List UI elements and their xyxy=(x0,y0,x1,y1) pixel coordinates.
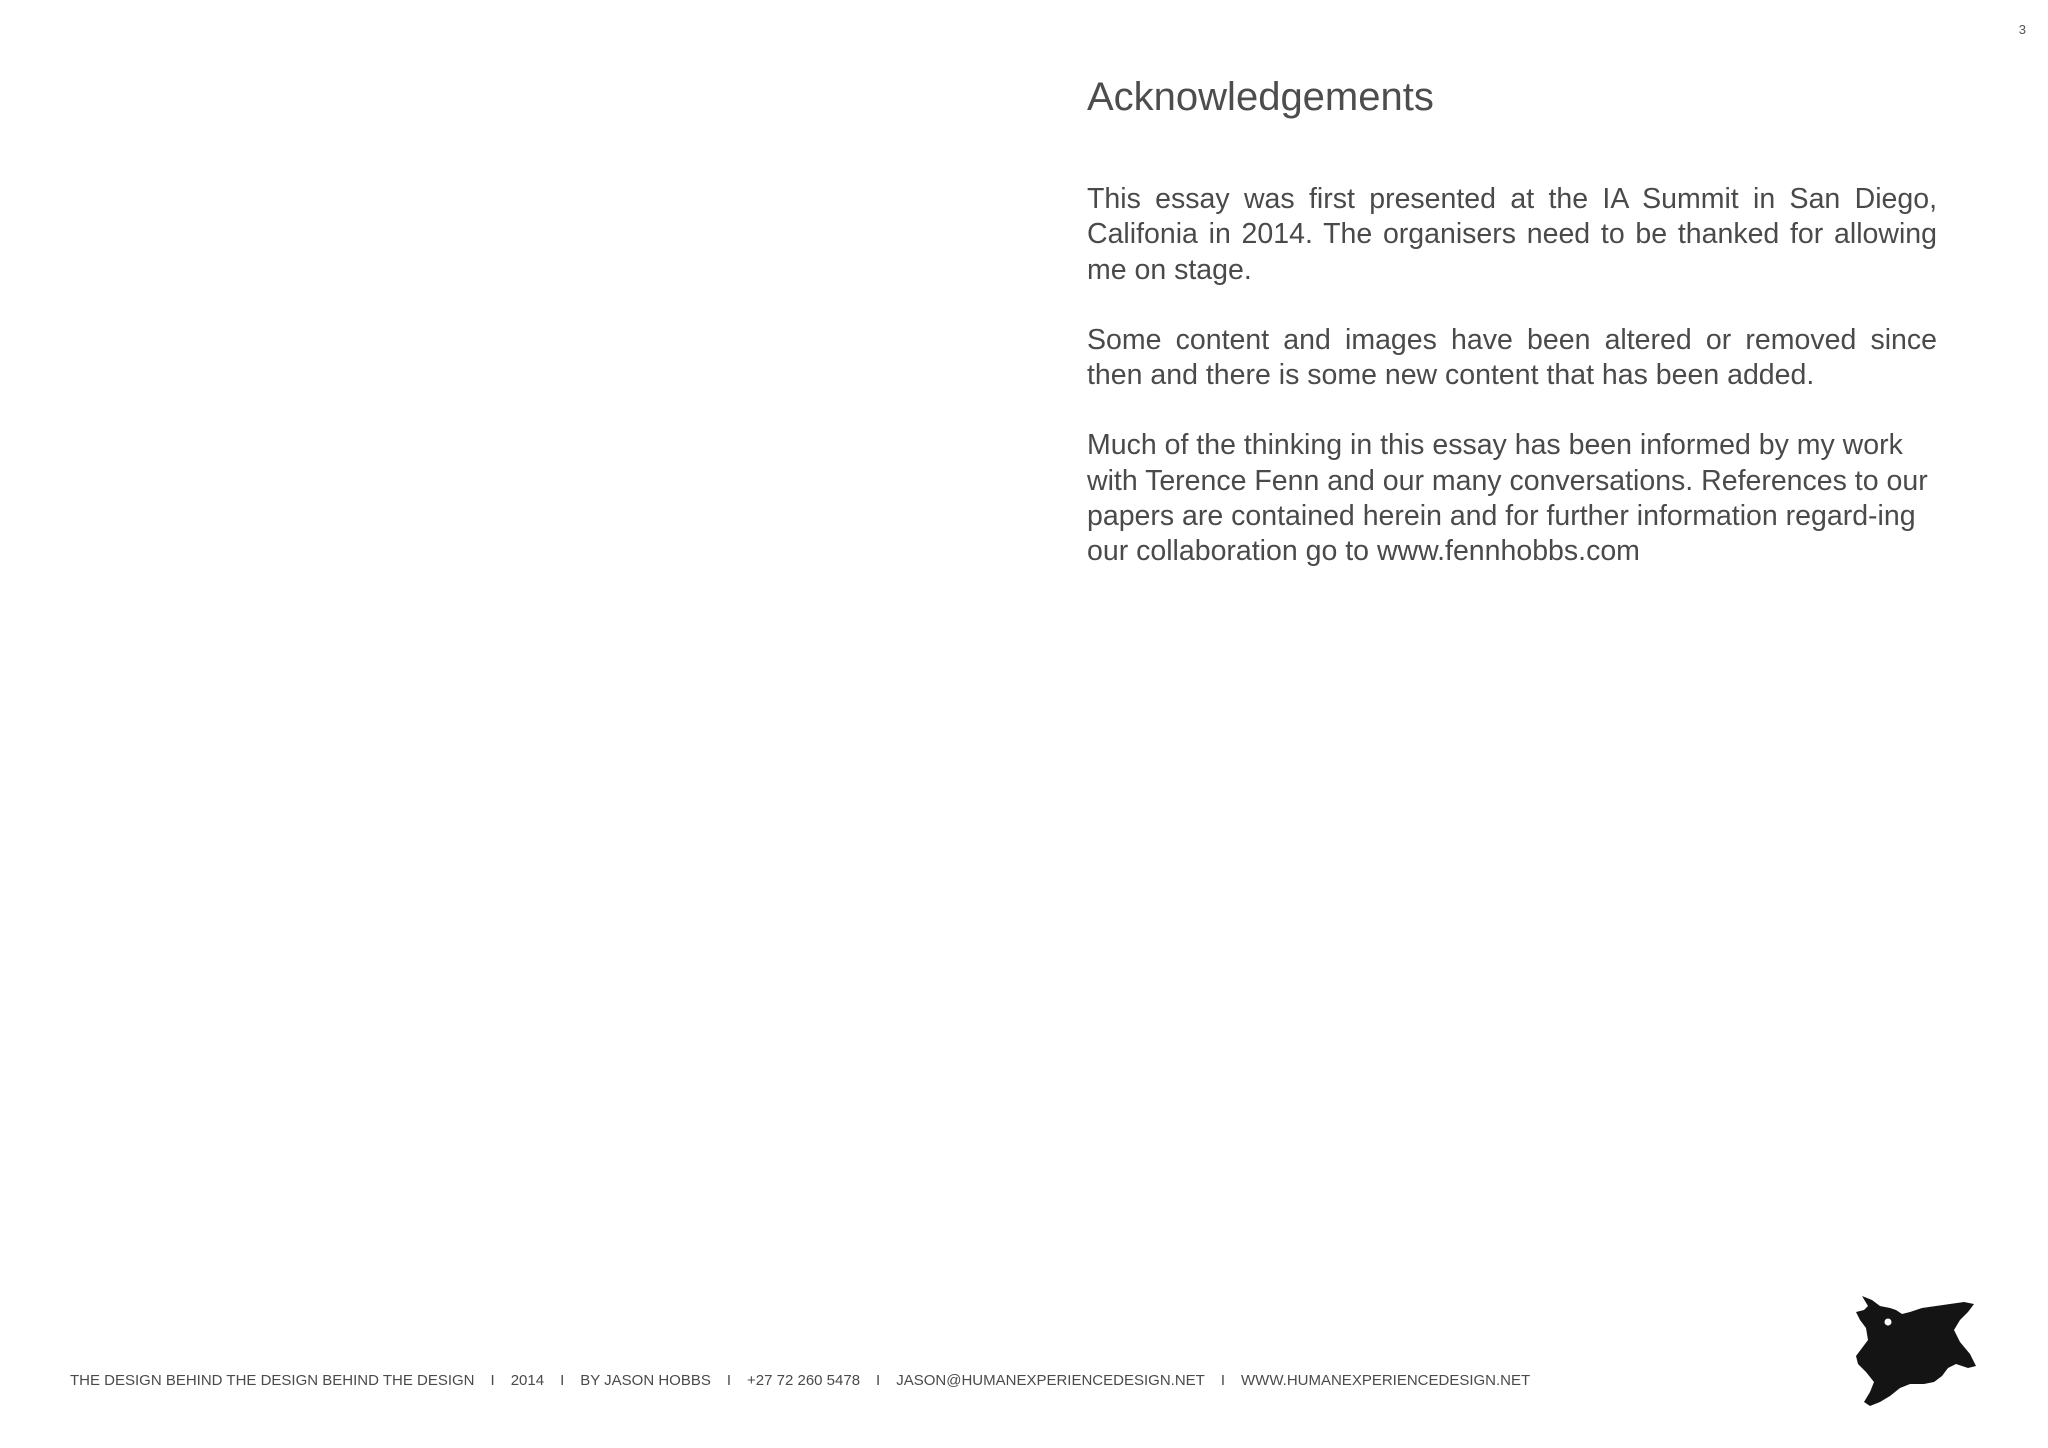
body-text xyxy=(1087,182,1937,570)
footer-separator: I xyxy=(560,1372,565,1389)
footer-separator: I xyxy=(1220,1372,1225,1389)
footer-website: WWW.HUMANEXPERIENCEDESIGN.NET xyxy=(1241,1372,1531,1389)
paragraph-collaboration: Much of the thinking in this essay has been informed by my work with Terence Fenn and our many conversations. References to our papers are contained herein and for further information regard-ing our collaboration go to www.fennhobbs.com xyxy=(1087,429,1928,568)
page-number: 3 xyxy=(2018,22,2026,37)
footer-year: 2014 xyxy=(510,1372,545,1389)
footer-phone: +27 72 260 5478 xyxy=(747,1372,861,1389)
footer-email: JASON@HUMANEXPERIENCEDESIGN.NET xyxy=(896,1372,1205,1389)
footer-separator: I xyxy=(876,1372,881,1389)
acknowledgements-section xyxy=(1087,72,1937,605)
footer-title: THE DESIGN BEHIND THE DESIGN BEHIND THE DESIGN xyxy=(70,1372,475,1389)
creature-logo-icon xyxy=(1850,1292,1980,1410)
page-footer xyxy=(70,1372,1530,1389)
footer-separator: I xyxy=(490,1372,495,1389)
page-title: Acknowledgements xyxy=(1087,75,1434,119)
footer-author: BY JASON HOBBS xyxy=(580,1372,711,1389)
paragraph-summit: This essay was first presented at the IA Summit in San Diego, Califonia in 2014. The organisers need to be thanked for allowing me on stage. xyxy=(1087,183,1937,286)
paragraph-content-changes: Some content and images have been altered or removed since then and there is some new content that has been added. xyxy=(1087,323,1937,392)
footer-separator: I xyxy=(726,1372,732,1389)
